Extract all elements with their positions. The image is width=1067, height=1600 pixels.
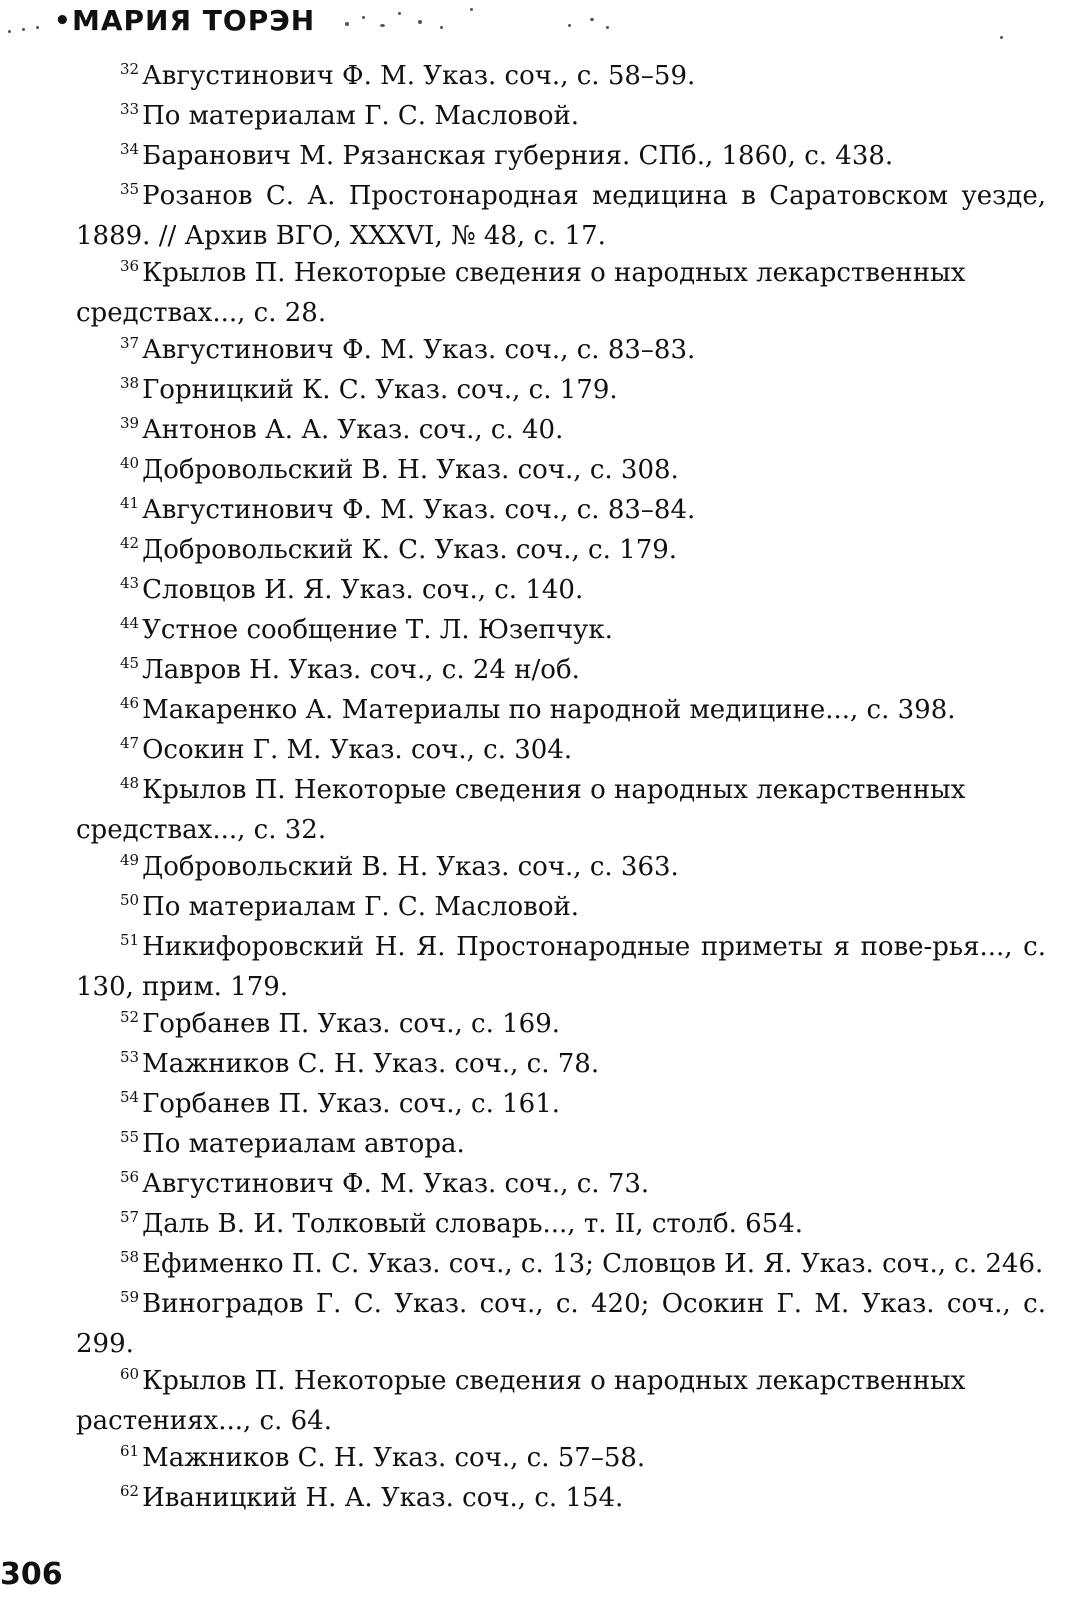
footnote — [76, 58, 1046, 98]
footnote-number: 39 — [120, 414, 140, 432]
footnote — [76, 889, 1046, 929]
footnote-number: 44 — [120, 614, 140, 632]
footnote-text: Виноградов Г. С. Указ. соч., с. 420; Осокин Г. М. Указ. соч., с. 299. — [76, 1289, 1046, 1359]
footnote — [76, 412, 1046, 452]
footnote-text: По материалам автора. — [142, 1129, 465, 1159]
footnote-text: Даль В. И. Толковый словарь..., т. II, столб. 654. — [142, 1209, 804, 1239]
footnote-text: Добровольский В. Н. Указ. соч., с. 308. — [142, 455, 679, 485]
footnote-text: Мажников С. Н. Указ. соч., с. 78. — [142, 1049, 600, 1079]
footnote-number: 62 — [120, 1482, 140, 1500]
footnote-number: 35 — [120, 180, 140, 198]
footnote-text: Иваницкий Н. А. Указ. соч., с. 154. — [142, 1483, 624, 1513]
footnote-number: 50 — [120, 891, 140, 909]
footnote-text: Устное сообщение Т. Л. Юзепчук. — [142, 615, 613, 645]
footnote-number: 34 — [120, 140, 140, 158]
header-bullet: • — [54, 6, 71, 36]
running-title: МАРИЯ ТОРЭН — [72, 4, 316, 37]
footnote-number: 57 — [120, 1208, 140, 1226]
footnote — [76, 452, 1046, 492]
footnote — [76, 692, 1046, 732]
footnote — [76, 1246, 1046, 1286]
footnote — [76, 492, 1046, 532]
footnote — [76, 732, 1046, 772]
footnote-number: 49 — [120, 851, 140, 869]
footnote-number: 59 — [120, 1288, 140, 1306]
footnote-number: 33 — [120, 100, 140, 118]
footnote-number: 40 — [120, 454, 140, 472]
footnote-number: 53 — [120, 1048, 140, 1066]
footnote-number: 46 — [120, 694, 140, 712]
footnote — [76, 1480, 1046, 1520]
footnote-number: 47 — [120, 734, 140, 752]
footnote-text: Августинович Ф. М. Указ. соч., с. 58–59. — [142, 61, 696, 91]
footnote — [76, 1363, 1046, 1440]
footnote-text: Никифоровский Н. Я. Простонародные приметы я пове-рья..., с. 130, прим. 179. — [76, 932, 1046, 1002]
footnote-text: Розанов С. А. Простонародная медицина в Саратовском уезде, 1889. // Архив ВГО, XXXVI, № 48, с. 17. — [76, 181, 1046, 251]
footnote-text: Крылов П. Некоторые сведения о народных лекарственных средствах..., с. 28. — [76, 258, 966, 328]
footnote-number: 51 — [120, 931, 140, 949]
footnote — [76, 849, 1046, 889]
footnote-number: 37 — [120, 334, 140, 352]
footnote — [76, 1440, 1046, 1480]
footnote — [76, 138, 1046, 178]
footnote-text: Мажников С. Н. Указ. соч., с. 57–58. — [142, 1443, 646, 1473]
running-header — [0, 0, 1067, 48]
footnote-number: 38 — [120, 374, 140, 392]
footnote-text: Крылов П. Некоторые сведения о народных лекарственных средствах..., с. 32. — [76, 775, 966, 845]
footnote-text: Августинович Ф. М. Указ. соч., с. 83–83. — [142, 335, 696, 365]
footnote — [76, 532, 1046, 572]
footnote-text: Баранович М. Рязанская губерния. СПб., 1860, с. 438. — [142, 141, 894, 171]
footnote — [76, 929, 1046, 1006]
footnote — [76, 772, 1046, 849]
footnote — [76, 1166, 1046, 1206]
footnote — [76, 1286, 1046, 1363]
footnote — [76, 332, 1046, 372]
footnote-number: 36 — [120, 257, 140, 275]
footnote — [76, 1006, 1046, 1046]
footnote-number: 60 — [120, 1365, 140, 1383]
page-number: 306 — [0, 1557, 63, 1592]
footnote-number: 41 — [120, 494, 140, 512]
footnote-number: 32 — [120, 60, 140, 78]
footnote-text: По материалам Г. С. Масловой. — [142, 101, 580, 131]
footnote-number: 55 — [120, 1128, 140, 1146]
footnote-text: По материалам Г. С. Масловой. — [142, 892, 580, 922]
footnote-text: Антонов А. А. Указ. соч., с. 40. — [142, 415, 564, 445]
footnote — [76, 255, 1046, 332]
footnote — [76, 572, 1046, 612]
footnote — [76, 1206, 1046, 1246]
footnote — [76, 1126, 1046, 1166]
footnotes-list — [76, 58, 1046, 1520]
footnote-number: 52 — [120, 1008, 140, 1026]
footnote — [76, 652, 1046, 692]
footnote-text: Ефименко П. С. Указ. соч., с. 13; Словцов И. Я. Указ. соч., с. 246. — [142, 1249, 1044, 1279]
footnote-number: 58 — [120, 1248, 140, 1266]
footnote-text: Августинович Ф. М. Указ. соч., с. 73. — [142, 1169, 650, 1199]
footnote-text: Осокин Г. М. Указ. соч., с. 304. — [142, 735, 573, 765]
footnote-text: Горницкий К. С. Указ. соч., с. 179. — [142, 375, 618, 405]
footnote — [76, 178, 1046, 255]
footnote — [76, 372, 1046, 412]
footnote-text: Горбанев П. Указ. соч., с. 161. — [142, 1089, 561, 1119]
footnote-text: Макаренко А. Материалы по народной медицине..., с. 398. — [142, 695, 956, 725]
footnote-text: Добровольский В. Н. Указ. соч., с. 363. — [142, 852, 679, 882]
footnote-number: 48 — [120, 774, 140, 792]
footnote-text: Словцов И. Я. Указ. соч., с. 140. — [142, 575, 584, 605]
footnote — [76, 98, 1046, 138]
footnote-text: Лавров Н. Указ. соч., с. 24 н/об. — [142, 655, 580, 685]
footnote-text: Августинович Ф. М. Указ. соч., с. 83–84. — [142, 495, 696, 525]
footnote-number: 43 — [120, 574, 140, 592]
footnote-number: 45 — [120, 654, 140, 672]
footnote-number: 56 — [120, 1168, 140, 1186]
footnote-number: 54 — [120, 1088, 140, 1106]
footnote — [76, 1086, 1046, 1126]
footnote-text: Горбанев П. Указ. соч., с. 169. — [142, 1009, 561, 1039]
footnote-text: Крылов П. Некоторые сведения о народных лекарственных растениях..., с. 64. — [76, 1366, 966, 1436]
footnote-number: 61 — [120, 1442, 140, 1460]
footnote — [76, 612, 1046, 652]
footnote — [76, 1046, 1046, 1086]
footnote-number: 42 — [120, 534, 140, 552]
footnote-text: Добровольский К. С. Указ. соч., с. 179. — [142, 535, 678, 565]
